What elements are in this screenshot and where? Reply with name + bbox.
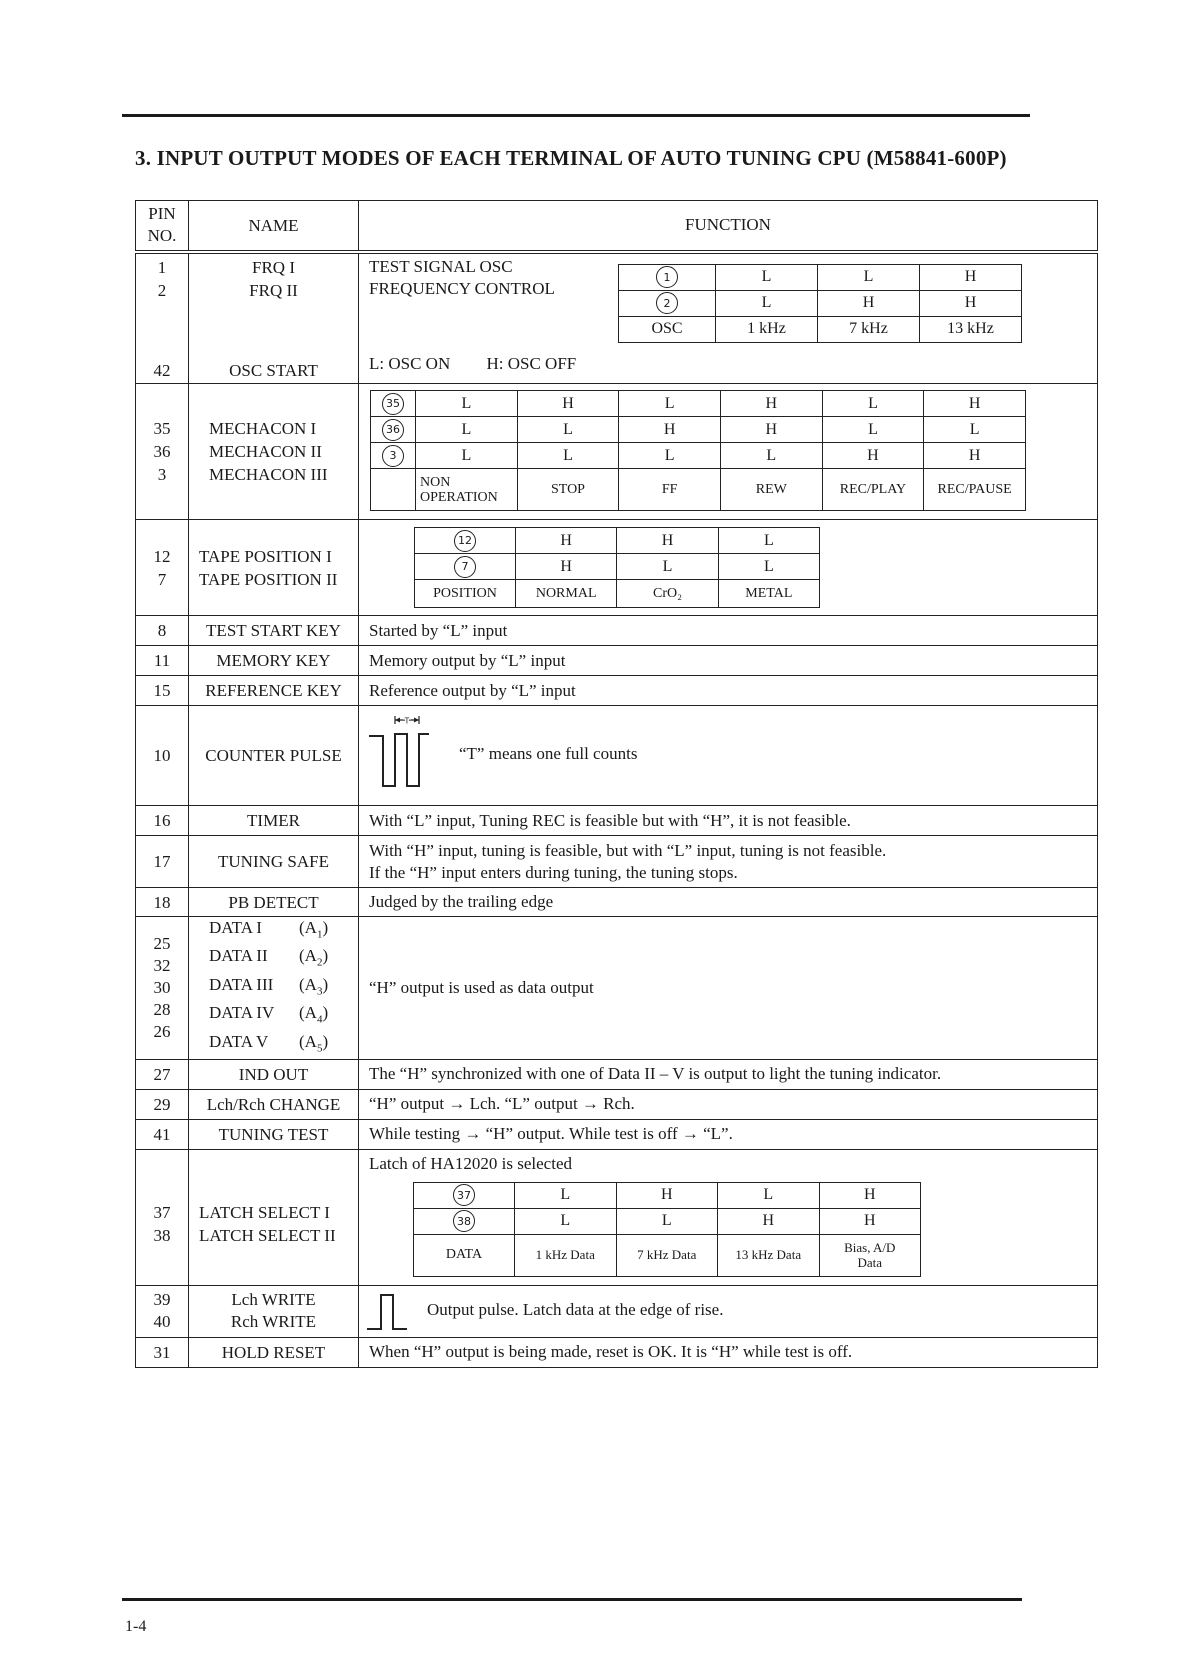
name-mechacon: MECHACON I — [209, 419, 317, 438]
row-test-start-key — [136, 616, 1098, 646]
mechacon-mode-row — [371, 469, 1026, 511]
name-tuning-safe: TUNING SAFE — [189, 836, 359, 888]
mechacon-cell: L — [619, 391, 721, 417]
name-cell-tape — [189, 520, 359, 616]
frq-desc-2: FREQUENCY CONTROL — [369, 278, 555, 298]
function-cell-tape — [359, 520, 1098, 616]
top-rule — [122, 114, 1030, 117]
row-latch-select — [136, 1149, 1098, 1285]
pin-latch: 38 — [153, 1226, 171, 1246]
mechacon-cell: L — [517, 417, 619, 443]
latch-cell: L — [616, 1208, 718, 1234]
name-cell-data — [189, 917, 359, 1060]
frq-sub-row-1 — [619, 264, 1022, 290]
name-tape: TAPE POSITION II — [199, 569, 338, 589]
name-write: Rch WRITE — [230, 1312, 317, 1332]
pin-hold-reset: 31 — [136, 1337, 189, 1367]
row-mechacon — [136, 384, 1098, 520]
pin-data: 30 — [153, 977, 171, 997]
mechacon-mode: STOP — [517, 469, 619, 511]
pin-cell-latch — [136, 1149, 189, 1285]
page-title: 3. INPUT OUTPUT MODES OF EACH TERMINAL OF AUTO TUNING CPU (M58841-600P) — [135, 146, 1007, 170]
latch-cell: L — [718, 1182, 820, 1208]
name-data: DATA III $(A_3)$ — [209, 974, 329, 998]
mechacon-sub-row — [371, 391, 1026, 417]
mechacon-cell: H — [924, 443, 1026, 469]
circled-number-icon: 2 — [656, 292, 678, 314]
pin-reference-key: 15 — [136, 676, 189, 706]
function-reference-key: Reference output by “L” input — [359, 676, 1098, 706]
name-osc-start: OSC START — [229, 360, 318, 380]
latch-sub-row — [414, 1182, 921, 1208]
tape-position-value: CrO₂ — [617, 580, 718, 608]
counter-pulse-waveform-icon — [365, 714, 455, 794]
osc-off-text: H: OSC OFF — [486, 353, 577, 373]
pin-timer: 16 — [136, 806, 189, 836]
latch-data-label: DATA — [414, 1234, 515, 1276]
mechacon-cell: H — [720, 391, 822, 417]
circled-number-icon: 12 — [454, 530, 476, 552]
name-latch: LATCH SELECT II — [199, 1226, 336, 1246]
latch-data-value: 7 kHz Data — [616, 1234, 718, 1276]
latch-cell: L — [515, 1208, 617, 1234]
pin-data: 26 — [153, 1021, 171, 1041]
pin-test-start: 8 — [136, 616, 189, 646]
circled-number-icon: 38 — [453, 1210, 475, 1232]
name-tuning-test: TUNING TEST — [189, 1119, 359, 1149]
latch-data-value: Bias, A/D Data — [819, 1234, 921, 1276]
mechacon-sub-row — [371, 443, 1026, 469]
pin-pb-detect: 18 — [136, 888, 189, 917]
name-latch: LATCH SELECT I — [199, 1203, 330, 1223]
row-timer — [136, 806, 1098, 836]
name-write: Lch WRITE — [231, 1290, 316, 1310]
pin-osc-start: 42 — [153, 360, 171, 380]
mechacon-cell: L — [517, 443, 619, 469]
name-hold-reset: HOLD RESET — [189, 1337, 359, 1367]
row-tuning-safe — [136, 836, 1098, 888]
row-write — [136, 1285, 1098, 1337]
latch-cell: H — [819, 1208, 921, 1234]
pin-cell-tape — [136, 520, 189, 616]
frq-cell: H — [818, 290, 920, 316]
pin-cell-mechacon — [136, 384, 189, 520]
circled-number-icon: 3 — [382, 445, 404, 467]
table-header-row — [136, 201, 1098, 252]
pin-write: 40 — [153, 1312, 171, 1332]
tape-cell: L — [718, 554, 819, 580]
latch-cell: H — [616, 1182, 718, 1208]
pin-tape: 7 — [157, 569, 167, 589]
function-tuning-safe-2: If the “H” input enters during tuning, the tuning stops. — [369, 862, 738, 882]
pin-frq-2: 2 — [157, 280, 167, 300]
tape-position-value: NORMAL — [516, 580, 617, 608]
mechacon-mode: NON OPERATION — [416, 469, 518, 511]
name-test-start: TEST START KEY — [189, 616, 359, 646]
function-ind-out: The “H” synchronized with one of Data II – V is output to light the tuning indicator. — [359, 1059, 1098, 1089]
frq-osc-label: OSC — [619, 316, 716, 342]
bottom-rule — [122, 1598, 1022, 1601]
row-reference-key — [136, 676, 1098, 706]
mechacon-cell: H — [517, 391, 619, 417]
pin-data: 28 — [153, 999, 171, 1019]
pin-cell-data — [136, 917, 189, 1060]
row-counter-pulse — [136, 706, 1098, 806]
function-tuning-safe-1: With “H” input, tuning is feasible, but with “L” input, tuning is not feasible. — [369, 840, 887, 860]
frq-cell: L — [818, 264, 920, 290]
name-cell-frq — [189, 252, 359, 384]
name-ind-out: IND OUT — [189, 1059, 359, 1089]
terminal-modes-table — [135, 200, 1098, 1368]
latch-data-value: 1 kHz Data — [515, 1234, 617, 1276]
mechacon-mode: REW — [720, 469, 822, 511]
pin-mechacon: 36 — [153, 442, 171, 461]
tape-position-row — [415, 580, 820, 608]
mechacon-cell: L — [924, 417, 1026, 443]
name-reference-key: REFERENCE KEY — [189, 676, 359, 706]
pin-tape: 12 — [153, 546, 171, 566]
tape-cell: H — [516, 528, 617, 554]
row-tuning-test — [136, 1119, 1098, 1149]
name-data: DATA V $(A_5)$ — [209, 1031, 329, 1054]
function-memory-key: Memory output by “L” input — [359, 646, 1098, 676]
row-memory-key — [136, 646, 1098, 676]
row-hold-reset — [136, 1337, 1098, 1367]
counter-pulse-t-label: T — [404, 716, 410, 726]
row-lch-rch-change — [136, 1089, 1098, 1119]
frq-sub-table — [618, 264, 1022, 343]
function-cell-write — [359, 1285, 1098, 1337]
circled-number-icon: 35 — [382, 393, 404, 415]
function-pb-detect: Judged by the trailing edge — [359, 888, 1098, 917]
latch-cell: H — [718, 1208, 820, 1234]
name-pb-detect: PB DETECT — [189, 888, 359, 917]
mechacon-cell: H — [924, 391, 1026, 417]
tape-position-value: METAL — [718, 580, 819, 608]
tape-cell: H — [617, 528, 718, 554]
mechacon-cell: H — [720, 417, 822, 443]
mechacon-mode: FF — [619, 469, 721, 511]
function-cell-counter — [359, 706, 1098, 806]
frq-sub-row-osc — [619, 316, 1022, 342]
header-pin: PIN NO. — [136, 201, 189, 252]
function-hold-reset: When “H” output is being made, reset is OK. It is “H” while test is off. — [359, 1337, 1098, 1367]
name-mechacon: MECHACON III — [209, 465, 328, 484]
latch-data-row — [414, 1234, 921, 1276]
mechacon-cell: L — [822, 417, 924, 443]
function-cell-tuning-safe — [359, 836, 1098, 888]
mechacon-sub-table — [370, 390, 1026, 511]
osc-on-text: L: OSC ON — [369, 353, 451, 373]
mechacon-mode: REC/PLAY — [822, 469, 924, 511]
frq-sub-row-2 — [619, 290, 1022, 316]
latch-desc: Latch of HA12020 is selected — [369, 1153, 572, 1173]
function-test-start: Started by “L” input — [359, 616, 1098, 646]
circled-number-icon: 37 — [453, 1184, 475, 1206]
frq-cell: L — [716, 290, 818, 316]
mechacon-mode: REC/PAUSE — [924, 469, 1026, 511]
output-pulse-icon — [365, 1289, 415, 1335]
latch-sub-row — [414, 1208, 921, 1234]
tape-sub-row — [415, 528, 820, 554]
mechacon-cell: L — [416, 417, 518, 443]
mechacon-cell: L — [416, 443, 518, 469]
frq-osc-value: 13 kHz — [920, 316, 1022, 342]
pin-data: 25 — [153, 933, 171, 953]
mechacon-cell: L — [619, 443, 721, 469]
pin-cell-write — [136, 1285, 189, 1337]
pin-counter-pulse: 10 — [136, 706, 189, 806]
row-tape-position — [136, 520, 1098, 616]
frq-cell: L — [716, 264, 818, 290]
function-lch-rch: “H” output → Lch. “L” output → Rch. — [359, 1089, 1098, 1119]
tape-sub-table — [414, 527, 820, 608]
row-frq-osc — [136, 252, 1098, 384]
function-write: Output pulse. Latch data at the edge of rise. — [427, 1299, 724, 1319]
pin-lch-rch: 29 — [136, 1089, 189, 1119]
name-frq-1: FRQ I — [252, 257, 295, 277]
tape-sub-row — [415, 554, 820, 580]
tape-cell: L — [718, 528, 819, 554]
function-data: “H” output is used as data output — [359, 917, 1098, 1060]
tape-cell: H — [516, 554, 617, 580]
mechacon-sub-row — [371, 417, 1026, 443]
name-cell-latch — [189, 1149, 359, 1285]
name-data: DATA II $(A_2)$ — [209, 946, 329, 969]
frq-desc-1: TEST SIGNAL OSC — [369, 256, 513, 276]
header-function: FUNCTION — [359, 201, 1098, 252]
frq-osc-value: 1 kHz — [716, 316, 818, 342]
name-data: DATA I $(A_1)$ — [209, 918, 329, 941]
pin-data: 32 — [153, 955, 171, 975]
pin-mechacon: 35 — [153, 419, 171, 438]
latch-cell: L — [515, 1182, 617, 1208]
name-cell-mechacon — [189, 384, 359, 520]
mechacon-cell: L — [416, 391, 518, 417]
mechacon-cell: L — [822, 391, 924, 417]
name-cell-write — [189, 1285, 359, 1337]
pin-tuning-safe: 17 — [136, 836, 189, 888]
pin-tuning-test: 41 — [136, 1119, 189, 1149]
mechacon-cell: L — [720, 443, 822, 469]
pin-mechacon: 3 — [157, 465, 167, 484]
function-counter-pulse: “T” means one full counts — [459, 744, 638, 763]
name-timer: TIMER — [189, 806, 359, 836]
circled-number-icon: 1 — [656, 266, 678, 288]
tape-position-label: POSITION — [415, 580, 516, 608]
mechacon-cell: H — [822, 443, 924, 469]
function-cell-latch — [359, 1149, 1098, 1285]
name-frq-2: FRQ II — [249, 280, 298, 300]
name-tape: TAPE POSITION I — [199, 546, 332, 566]
function-cell-frq — [359, 252, 1098, 384]
pin-frq-1: 1 — [157, 257, 167, 277]
frq-cell: H — [920, 264, 1022, 290]
tape-cell: L — [617, 554, 718, 580]
pin-memory-key: 11 — [136, 646, 189, 676]
function-cell-mechacon — [359, 384, 1098, 520]
pin-latch: 37 — [153, 1203, 171, 1223]
circled-number-icon: 36 — [382, 419, 404, 441]
pin-cell-frq — [136, 252, 189, 384]
latch-data-value: 13 kHz Data — [718, 1234, 820, 1276]
mechacon-cell: H — [619, 417, 721, 443]
row-pb-detect — [136, 888, 1098, 917]
frq-cell: H — [920, 290, 1022, 316]
name-counter-pulse: COUNTER PULSE — [189, 706, 359, 806]
row-data — [136, 917, 1098, 1060]
row-ind-out — [136, 1059, 1098, 1089]
page-number: 1-4 — [125, 1618, 147, 1635]
circled-number-icon: 7 — [454, 556, 476, 578]
name-data: DATA IV $(A_4)$ — [209, 1003, 329, 1026]
latch-cell: H — [819, 1182, 921, 1208]
pin-write: 39 — [153, 1290, 171, 1310]
name-mechacon: MECHACON II — [209, 442, 322, 461]
pin-ind-out: 27 — [136, 1059, 189, 1089]
function-timer: With “L” input, Tuning REC is feasible but with “H”, it is not feasible. — [359, 806, 1098, 836]
frq-osc-value: 7 kHz — [818, 316, 920, 342]
function-tuning-test: While testing → “H” output. While test is off → “L”. — [359, 1119, 1098, 1149]
header-name: NAME — [189, 201, 359, 252]
name-lch-rch: Lch/Rch CHANGE — [189, 1089, 359, 1119]
latch-sub-table — [413, 1182, 921, 1277]
name-memory-key: MEMORY KEY — [189, 646, 359, 676]
